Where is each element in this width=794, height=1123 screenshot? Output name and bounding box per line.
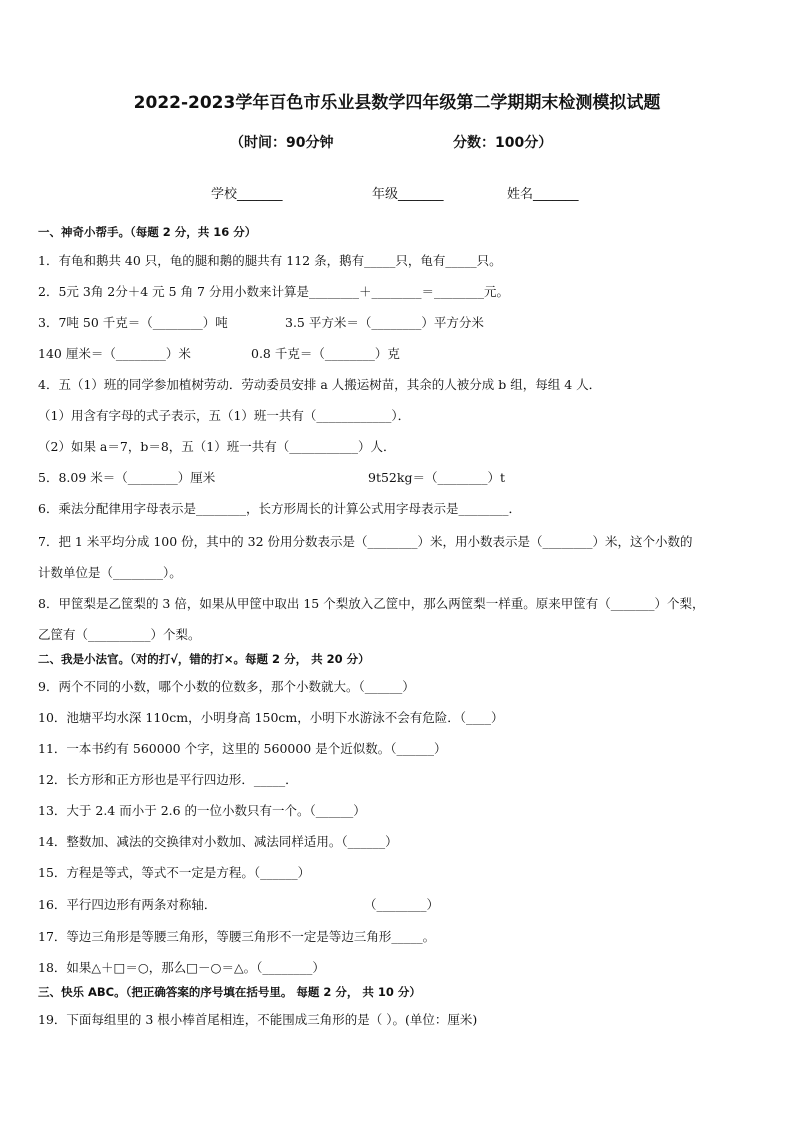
question-2: 2．5元 3角 2分＋4 元 5 角 7 分用小数来计算是________＋________＝________元。 [38,284,509,299]
exam-title: 2022-2023学年百色市乐业县数学四年级第二学期期末检测模拟试题 [133,93,661,113]
exam-score: 分数：100分） [453,135,553,151]
question-8-line-2: 乙筐有（__________）个梨。 [38,627,201,642]
question-6: 6．乘法分配律用字母表示是________，长方形周长的计算公式用字母表示是________． [38,501,521,516]
question-3-part-a: 3．7吨 50 千克＝（________）吨 [38,315,228,330]
question-11: 11．一本书约有 560000 个字，这里的 560000 是个近似数。（______） [38,741,447,756]
section-2-heading: 二、我是小法官。（对的打√，错的打×。每题 2 分， 共 20 分） [38,652,370,666]
question-4-part-1: （1）用含有字母的式子表示，五（1）班一共有（____________）． [38,408,411,423]
question-18: 18．如果△＋□＝○，那么□－○＝△。（________） [38,960,325,975]
question-4-part-2: （2）如果 a＝7，b＝8，五（1）班一共有（___________）人． [38,439,396,454]
question-3-part-d: 0.8 千克＝（________）克 [251,346,400,361]
question-1: 1．有龟和鹅共 40 只，龟的腿和鹅的腿共有 112 条，鹅有_____只，龟有_____只。 [38,253,502,268]
section-3-heading: 三、快乐 ABC。（把正确答案的序号填在括号里。 每题 2 分， 共 10 分） [38,985,421,999]
question-16: 16．平行四边形有两条对称轴． [38,897,217,912]
question-10: 10．池塘平均水深 110cm，小明身高 150cm，小明下水游泳不会有危险．（____） [38,710,504,725]
question-12: 12．长方形和正方形也是平行四边形．_____． [38,772,298,787]
school-field: 学校_______ [211,187,283,202]
question-14: 14．整数加、减法的交换律对小数加、减法同样适用。（______） [38,834,398,849]
question-4: 4．五（1）班的同学参加植树劳动．劳动委员安排 a 人搬运树苗，其余的人被分成 b 组，每组 4 人． [38,377,602,392]
question-15: 15．方程是等式，等式不一定是方程。（______） [38,865,311,880]
question-7-line-1: 7．把 1 米平均分成 100 份，其中的 32 份用分数表示是（________）米，用小数表示是（________）米，这个小数的 [38,534,693,549]
name-field: 姓名_______ [507,187,579,202]
question-13: 13．大于 2.4 而小于 2.6 的一位小数只有一个。（______） [38,803,366,818]
question-7-line-2: 计数单位是（________）。 [38,565,182,580]
question-3-part-c: 140 厘米＝（________）米 [38,346,191,361]
grade-field: 年级_______ [372,187,444,202]
question-8-line-1: 8．甲筐梨是乙筐梨的 3 倍，如果从甲筐中取出 15 个梨放入乙筐中，那么两筐梨一样重。原来甲筐有（_______）个梨， [38,596,705,611]
question-17: 17．等边三角形是等腰三角形，等腰三角形不一定是等边三角形_____。 [38,929,436,944]
question-16-answer-blank: （________） [364,897,440,912]
exam-time: （时间：90分钟 [230,135,334,151]
question-19: 19．下面每组里的 3 根小棒首尾相连，不能围成三角形的是（ ）。(单位：厘米) [38,1012,478,1027]
section-1-heading: 一、神奇小帮手。（每题 2 分，共 16 分） [38,225,257,239]
question-9: 9．两个不同的小数，哪个小数的位数多，那个小数就大。（______） [38,679,415,694]
question-5-part-b: 9t52kg＝（________）t [368,470,505,485]
question-5-part-a: 5．8.09 米＝（________）厘米 [38,470,216,485]
question-3-part-b: 3.5 平方米＝（________）平方分米 [285,315,484,330]
